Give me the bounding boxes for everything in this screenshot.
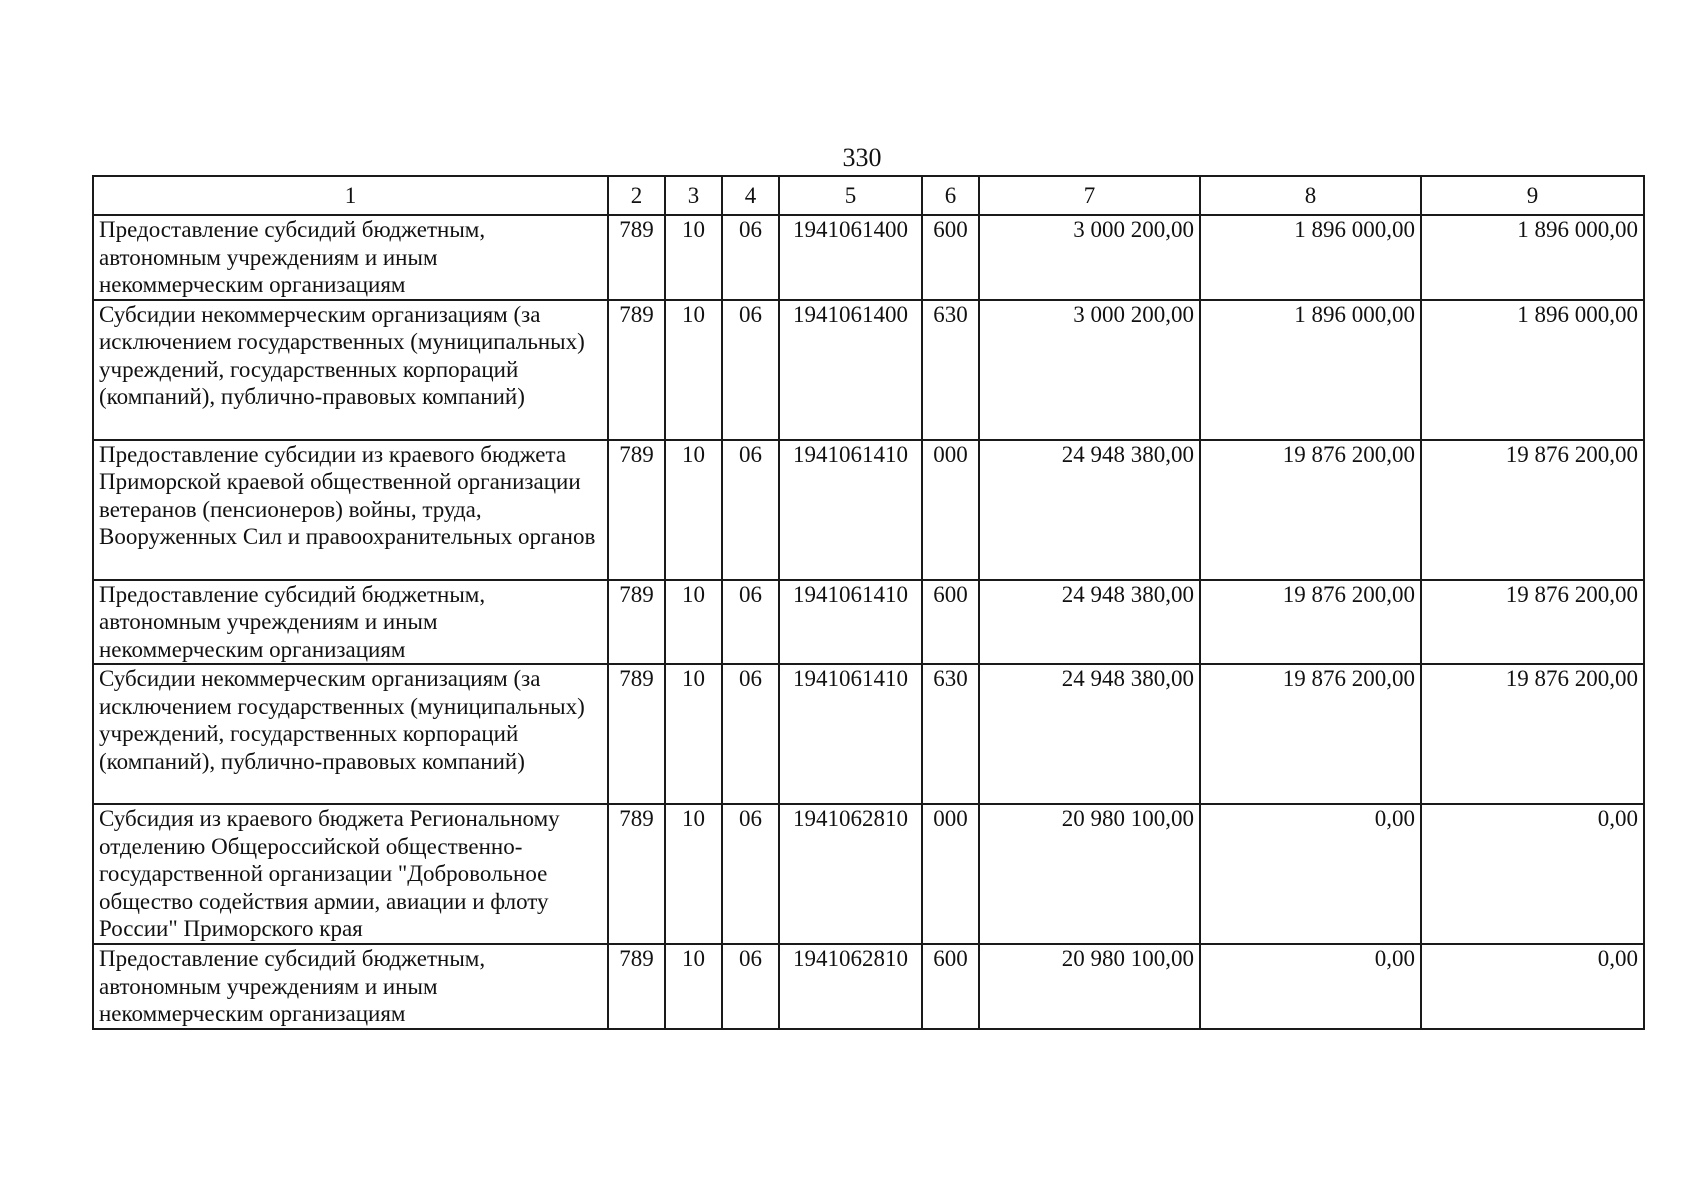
code-cell: 1941062810 bbox=[779, 804, 922, 944]
code-cell: 789 bbox=[608, 580, 665, 665]
amount-cell: 19 876 200,00 bbox=[1200, 580, 1421, 665]
code-cell: 600 bbox=[922, 580, 979, 665]
code-cell: 10 bbox=[665, 944, 722, 1029]
code-cell: 000 bbox=[922, 440, 979, 580]
column-header: 5 bbox=[779, 176, 922, 215]
column-header: 8 bbox=[1200, 176, 1421, 215]
amount-cell: 19 876 200,00 bbox=[1200, 664, 1421, 804]
amount-cell: 3 000 200,00 bbox=[979, 300, 1200, 440]
code-cell: 789 bbox=[608, 215, 665, 300]
budget-table bbox=[92, 175, 1645, 1030]
code-cell: 789 bbox=[608, 440, 665, 580]
table-row bbox=[93, 804, 1644, 944]
row-name-cell: Предоставление субсидий бюджетным, автономным учреждениям и иным некоммерческим организациям bbox=[93, 944, 608, 1029]
code-cell: 10 bbox=[665, 440, 722, 580]
amount-cell: 0,00 bbox=[1200, 804, 1421, 944]
table-row bbox=[93, 664, 1644, 804]
code-cell: 10 bbox=[665, 215, 722, 300]
table-row bbox=[93, 580, 1644, 665]
page-number: 330 bbox=[842, 143, 882, 172]
code-cell: 06 bbox=[722, 804, 779, 944]
column-header: 3 bbox=[665, 176, 722, 215]
code-cell: 789 bbox=[608, 300, 665, 440]
table-row bbox=[93, 215, 1644, 300]
column-header: 7 bbox=[979, 176, 1200, 215]
code-cell: 000 bbox=[922, 804, 979, 944]
amount-cell: 20 980 100,00 bbox=[979, 944, 1200, 1029]
amount-cell: 3 000 200,00 bbox=[979, 215, 1200, 300]
code-cell: 630 bbox=[922, 300, 979, 440]
row-name-cell: Субсидии некоммерческим организациям (за исключением государственных (муниципальных) учреждений, государственных корпораций (компаний), публично-правовых компаний) bbox=[93, 664, 608, 804]
code-cell: 789 bbox=[608, 804, 665, 944]
amount-cell: 24 948 380,00 bbox=[979, 664, 1200, 804]
amount-cell: 19 876 200,00 bbox=[1421, 580, 1644, 665]
code-cell: 1941061400 bbox=[779, 300, 922, 440]
code-cell: 1941061410 bbox=[779, 664, 922, 804]
column-header: 6 bbox=[922, 176, 979, 215]
amount-cell: 24 948 380,00 bbox=[979, 440, 1200, 580]
code-cell: 600 bbox=[922, 215, 979, 300]
row-name-cell: Предоставление субсидий бюджетным, автономным учреждениям и иным некоммерческим организациям bbox=[93, 580, 608, 665]
column-header: 9 bbox=[1421, 176, 1644, 215]
column-header: 2 bbox=[608, 176, 665, 215]
code-cell: 1941062810 bbox=[779, 944, 922, 1029]
code-cell: 630 bbox=[922, 664, 979, 804]
code-cell: 10 bbox=[665, 804, 722, 944]
amount-cell: 19 876 200,00 bbox=[1200, 440, 1421, 580]
amount-cell: 0,00 bbox=[1200, 944, 1421, 1029]
amount-cell: 0,00 bbox=[1421, 804, 1644, 944]
column-header: 1 bbox=[93, 176, 608, 215]
amount-cell: 19 876 200,00 bbox=[1421, 440, 1644, 580]
row-name-cell: Субсидия из краевого бюджета Региональному отделению Общероссийской общественно-государственной организации "Добровольное общество содействия армии, авиации и флоту России" Приморского края bbox=[93, 804, 608, 944]
code-cell: 789 bbox=[608, 664, 665, 804]
column-header: 4 bbox=[722, 176, 779, 215]
table-row bbox=[93, 440, 1644, 580]
amount-cell: 0,00 bbox=[1421, 944, 1644, 1029]
amount-cell: 1 896 000,00 bbox=[1200, 300, 1421, 440]
code-cell: 06 bbox=[722, 664, 779, 804]
code-cell: 06 bbox=[722, 580, 779, 665]
code-cell: 06 bbox=[722, 300, 779, 440]
code-cell: 1941061410 bbox=[779, 440, 922, 580]
amount-cell: 1 896 000,00 bbox=[1421, 215, 1644, 300]
code-cell: 600 bbox=[922, 944, 979, 1029]
code-cell: 789 bbox=[608, 944, 665, 1029]
code-cell: 1941061410 bbox=[779, 580, 922, 665]
row-name-cell: Субсидии некоммерческим организациям (за исключением государственных (муниципальных) учреждений, государственных корпораций (компаний), публично-правовых компаний) bbox=[93, 300, 608, 440]
code-cell: 10 bbox=[665, 300, 722, 440]
code-cell: 06 bbox=[722, 215, 779, 300]
code-cell: 06 bbox=[722, 944, 779, 1029]
table-row bbox=[93, 300, 1644, 440]
code-cell: 10 bbox=[665, 664, 722, 804]
amount-cell: 19 876 200,00 bbox=[1421, 664, 1644, 804]
amount-cell: 24 948 380,00 bbox=[979, 580, 1200, 665]
header-row bbox=[93, 176, 1644, 215]
code-cell: 1941061400 bbox=[779, 215, 922, 300]
amount-cell: 20 980 100,00 bbox=[979, 804, 1200, 944]
amount-cell: 1 896 000,00 bbox=[1421, 300, 1644, 440]
amount-cell: 1 896 000,00 bbox=[1200, 215, 1421, 300]
row-name-cell: Предоставление субсидий бюджетным, автономным учреждениям и иным некоммерческим организациям bbox=[93, 215, 608, 300]
table-row bbox=[93, 944, 1644, 1029]
code-cell: 06 bbox=[722, 440, 779, 580]
code-cell: 10 bbox=[665, 580, 722, 665]
row-name-cell: Предоставление субсидии из краевого бюджета Приморской краевой общественной организации ветеранов (пенсионеров) войны, труда, Вооруженных Сил и правоохранительных органов bbox=[93, 440, 608, 580]
